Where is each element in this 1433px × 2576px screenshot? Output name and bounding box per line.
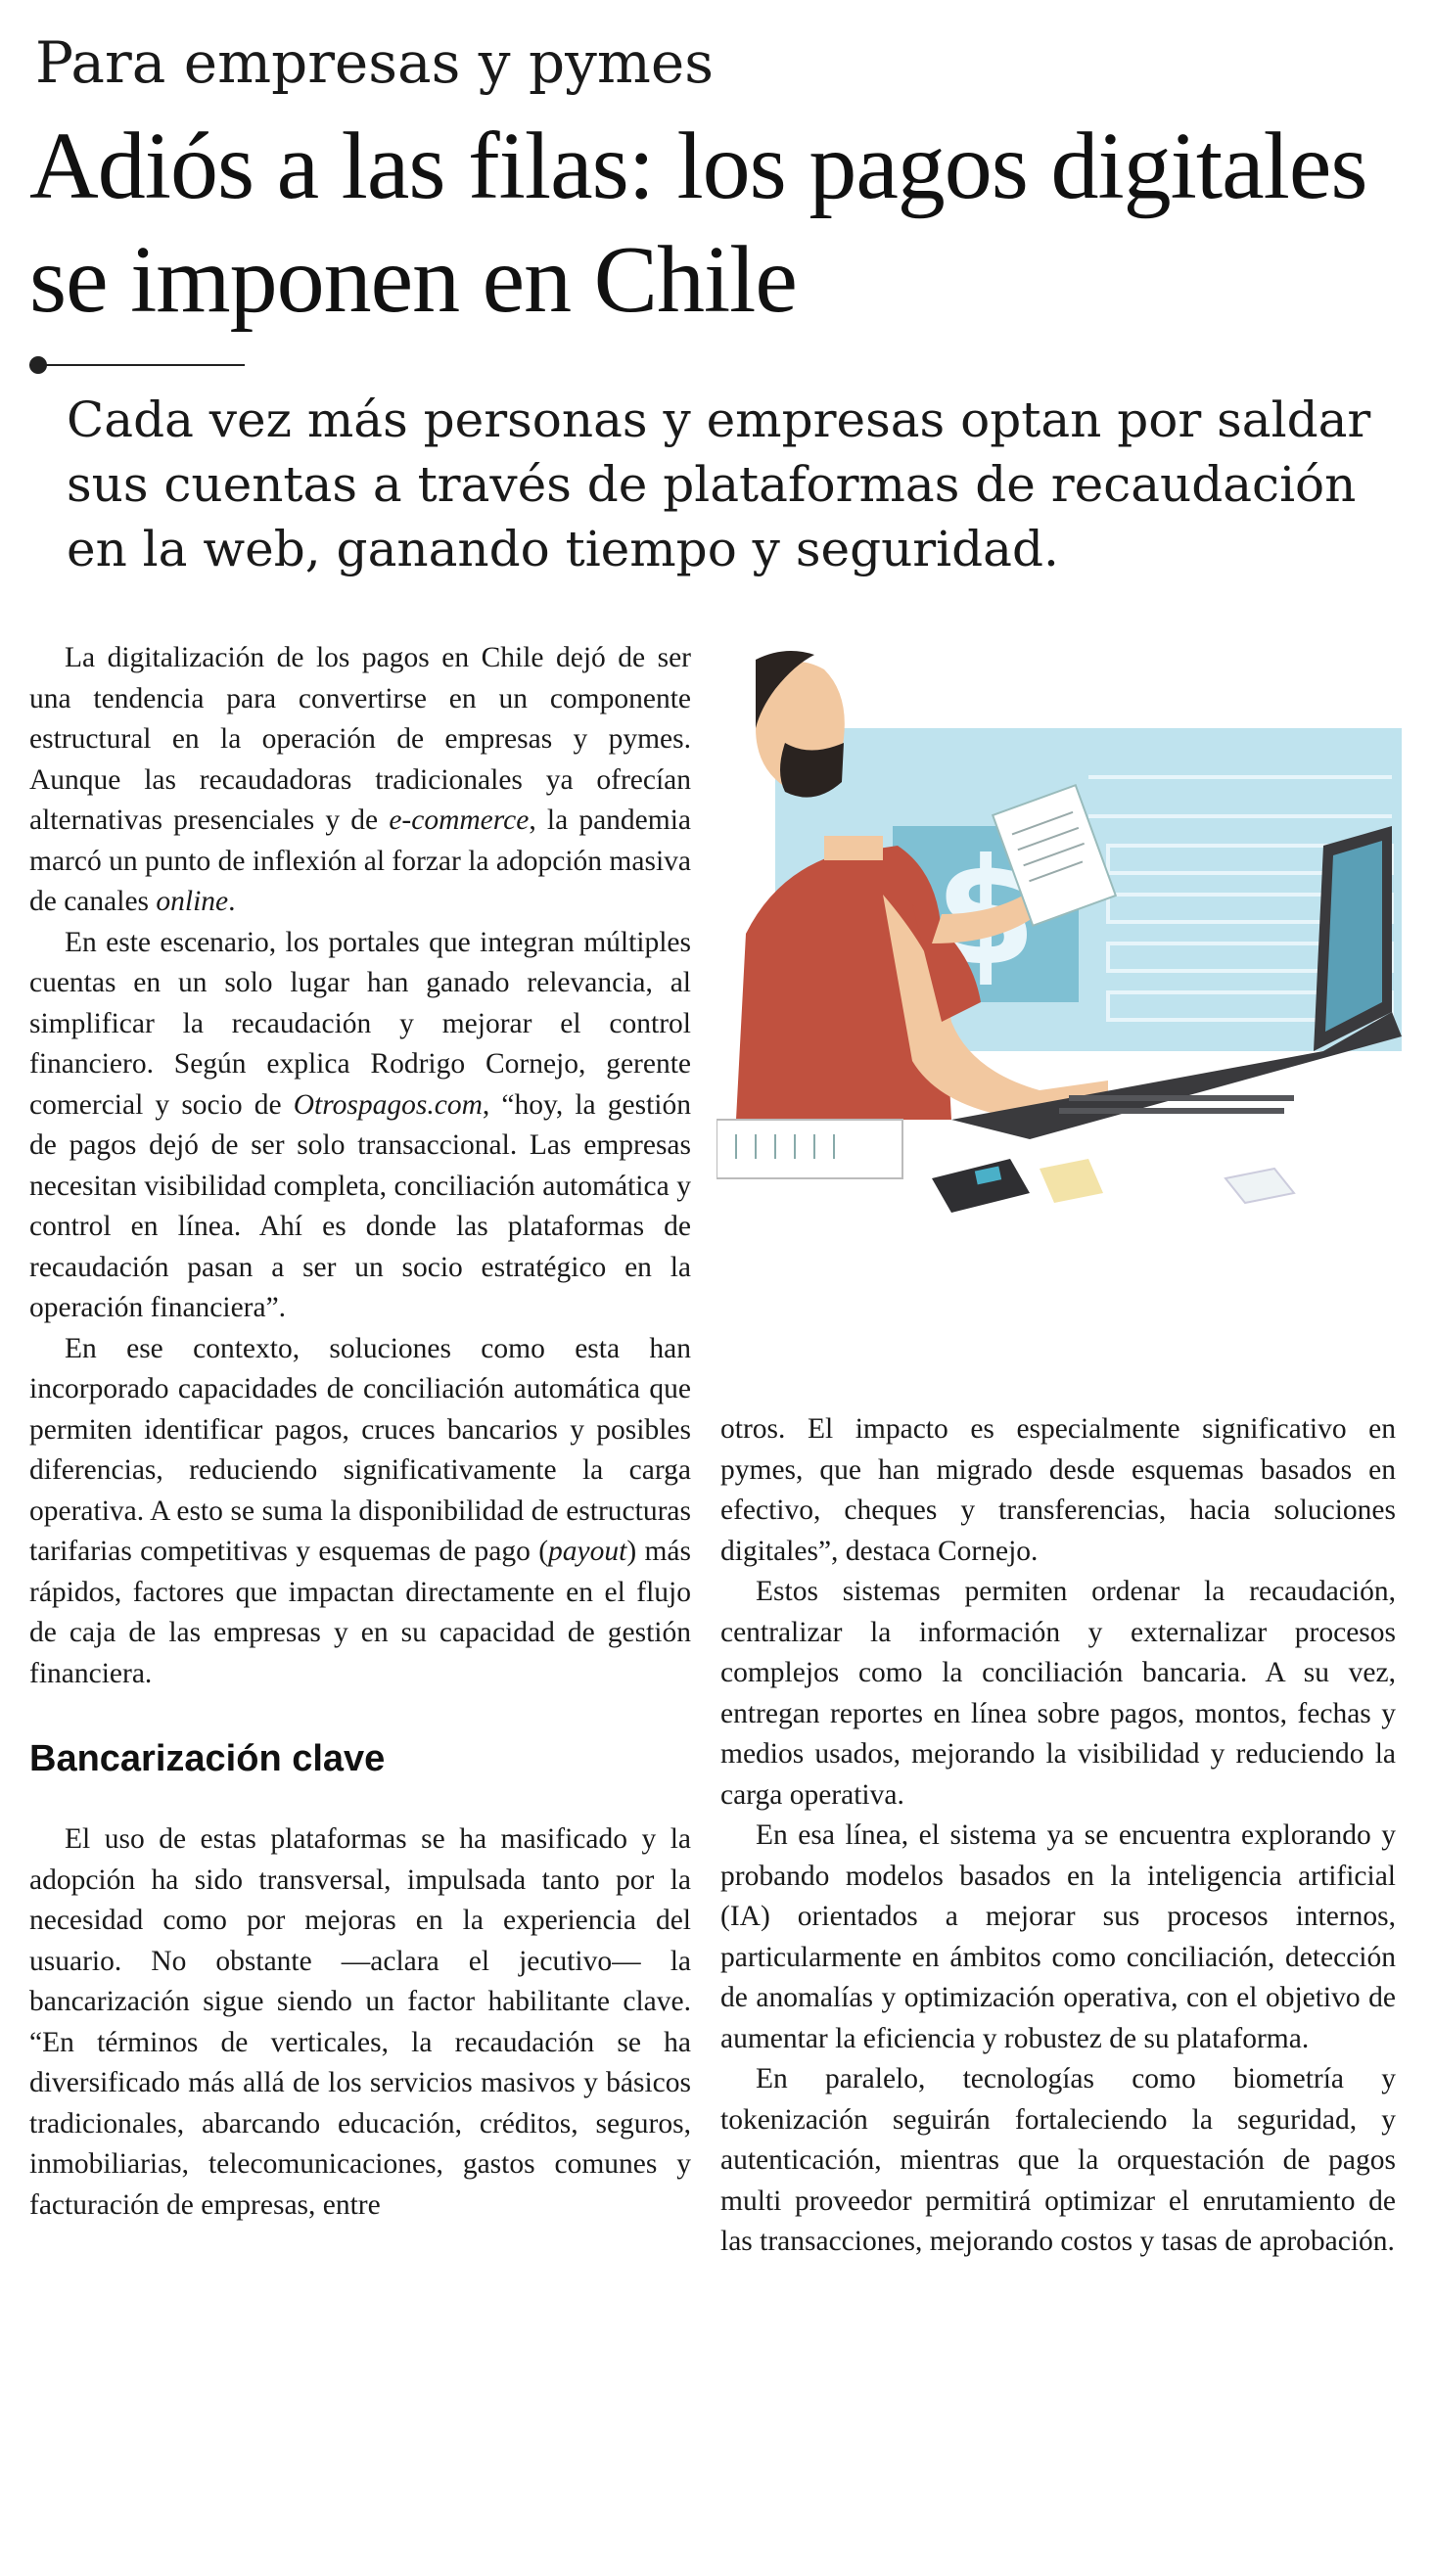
section-kicker: Para empresas y pymes xyxy=(35,29,714,96)
sticky-note xyxy=(1040,1159,1103,1203)
article-headline: Adiós a las filas: los pagos digitales se imponen en Chile xyxy=(29,114,1367,333)
man-using-laptop-illustration xyxy=(716,650,1402,1355)
article-deck: Cada vez más personas y empresas optan por saldar sus cuentas a través de plataformas de recaudación en la web, ganando tiempo y seguridad. xyxy=(67,391,1371,577)
paragraph: Estos sistemas permiten ordenar la recaudación, centralizar la información y externalizar procesos complejos como la conciliación bancaria. A su vez, entregan reportes en línea sobre pagos, montos, fechas y medios usados, mejorando la visibilidad y reduciendo la carga operativa. xyxy=(720,1576,1396,1811)
section-subhead: Bancarización clave xyxy=(29,1738,386,1779)
paragraph: En esa línea, el sistema ya se encuentra explorando y probando modelos basados en la inteligencia artificial (IA) orientados a mejorar sus procesos internos, particularmente en ámbitos como conciliación, detección de anomalías y optimización operativa, con el objetivo de aumentar la eficiencia y robustez de su plataforma. xyxy=(720,1819,1396,2054)
paragraph: El uso de estas plataformas se ha masificado y la adopción ha sido transversal, impulsada tanto por la necesidad como por mejoras en la experiencia del usuario. No obstante —aclara el jecutivo— la bancarización sigue siendo un factor habilitante clave. “En términos de verticales, la recaudación se ha diversificado más allá de los servicios masivos y básicos tradicionales, abarcando educación, créditos, seguros, inmobiliarias, telecomunicaciones, gastos comunes y facturación de empresas, entre xyxy=(29,1823,691,2221)
payment-terminal-icon xyxy=(932,1159,1030,1213)
headline-divider xyxy=(29,364,245,366)
paragraph: En este escenario, los portales que integran múltiples cuentas en un solo lugar han ganado relevancia, al simplificar la recaudación y mejorar el control financiero. Según explica Rodrigo Cornejo, gerente comercial y socio de Otrospagos.com, “hoy, la gestión de pagos dejó de ser solo transaccional. Las empresas necesitan visibilidad completa, conciliación automática y control en línea. Ahí es donde las plataformas de recaudación pasan a ser un socio estratégico en la operación financiera”. xyxy=(29,926,692,1323)
receipt-paper xyxy=(716,1120,902,1178)
right-column xyxy=(720,1409,1396,2263)
left-column xyxy=(29,638,691,2226)
paragraph: En paralelo, tecnologías como biometría y tokenización seguirán fortaleciendo la seguridad, y autenticación, mientras que la orquestación de pagos multi proveedor permitirá optimizar el enrutamiento de las transacciones, mejorando costos y tasas de aprobación. xyxy=(720,2063,1396,2257)
paragraph: otros. El impacto es especialmente significativo en pymes, que han migrado desde esquemas basados en efectivo, cheques y transferencias, hacia soluciones digitales”, destaca Cornejo. xyxy=(720,1413,1396,1567)
paragraph: La digitalización de los pagos en Chile dejó de ser una tendencia para convertirse en un componente estructural en la operación de empresas y pymes. Aunque las recaudadoras tradicionales ya ofrecían alternativas presenciales y de e-commerce, la pandemia marcó un punto de inflexión al forzar la adopción masiva de canales online. xyxy=(29,642,691,917)
paragraph: En ese contexto, soluciones como esta han incorporado capacidades de conciliación automática que permiten identificar pagos, cruces bancarios y posibles diferencias, reduciendo significativamente la carga operativa. A esto se suma la disponibilidad de estructuras tarifarias competitivas y esquemas de pago (payout) más rápidos, factores que impactan directamente en el flujo de caja de las empresas y en su capacidad de gestión financiera. xyxy=(29,1332,692,1689)
